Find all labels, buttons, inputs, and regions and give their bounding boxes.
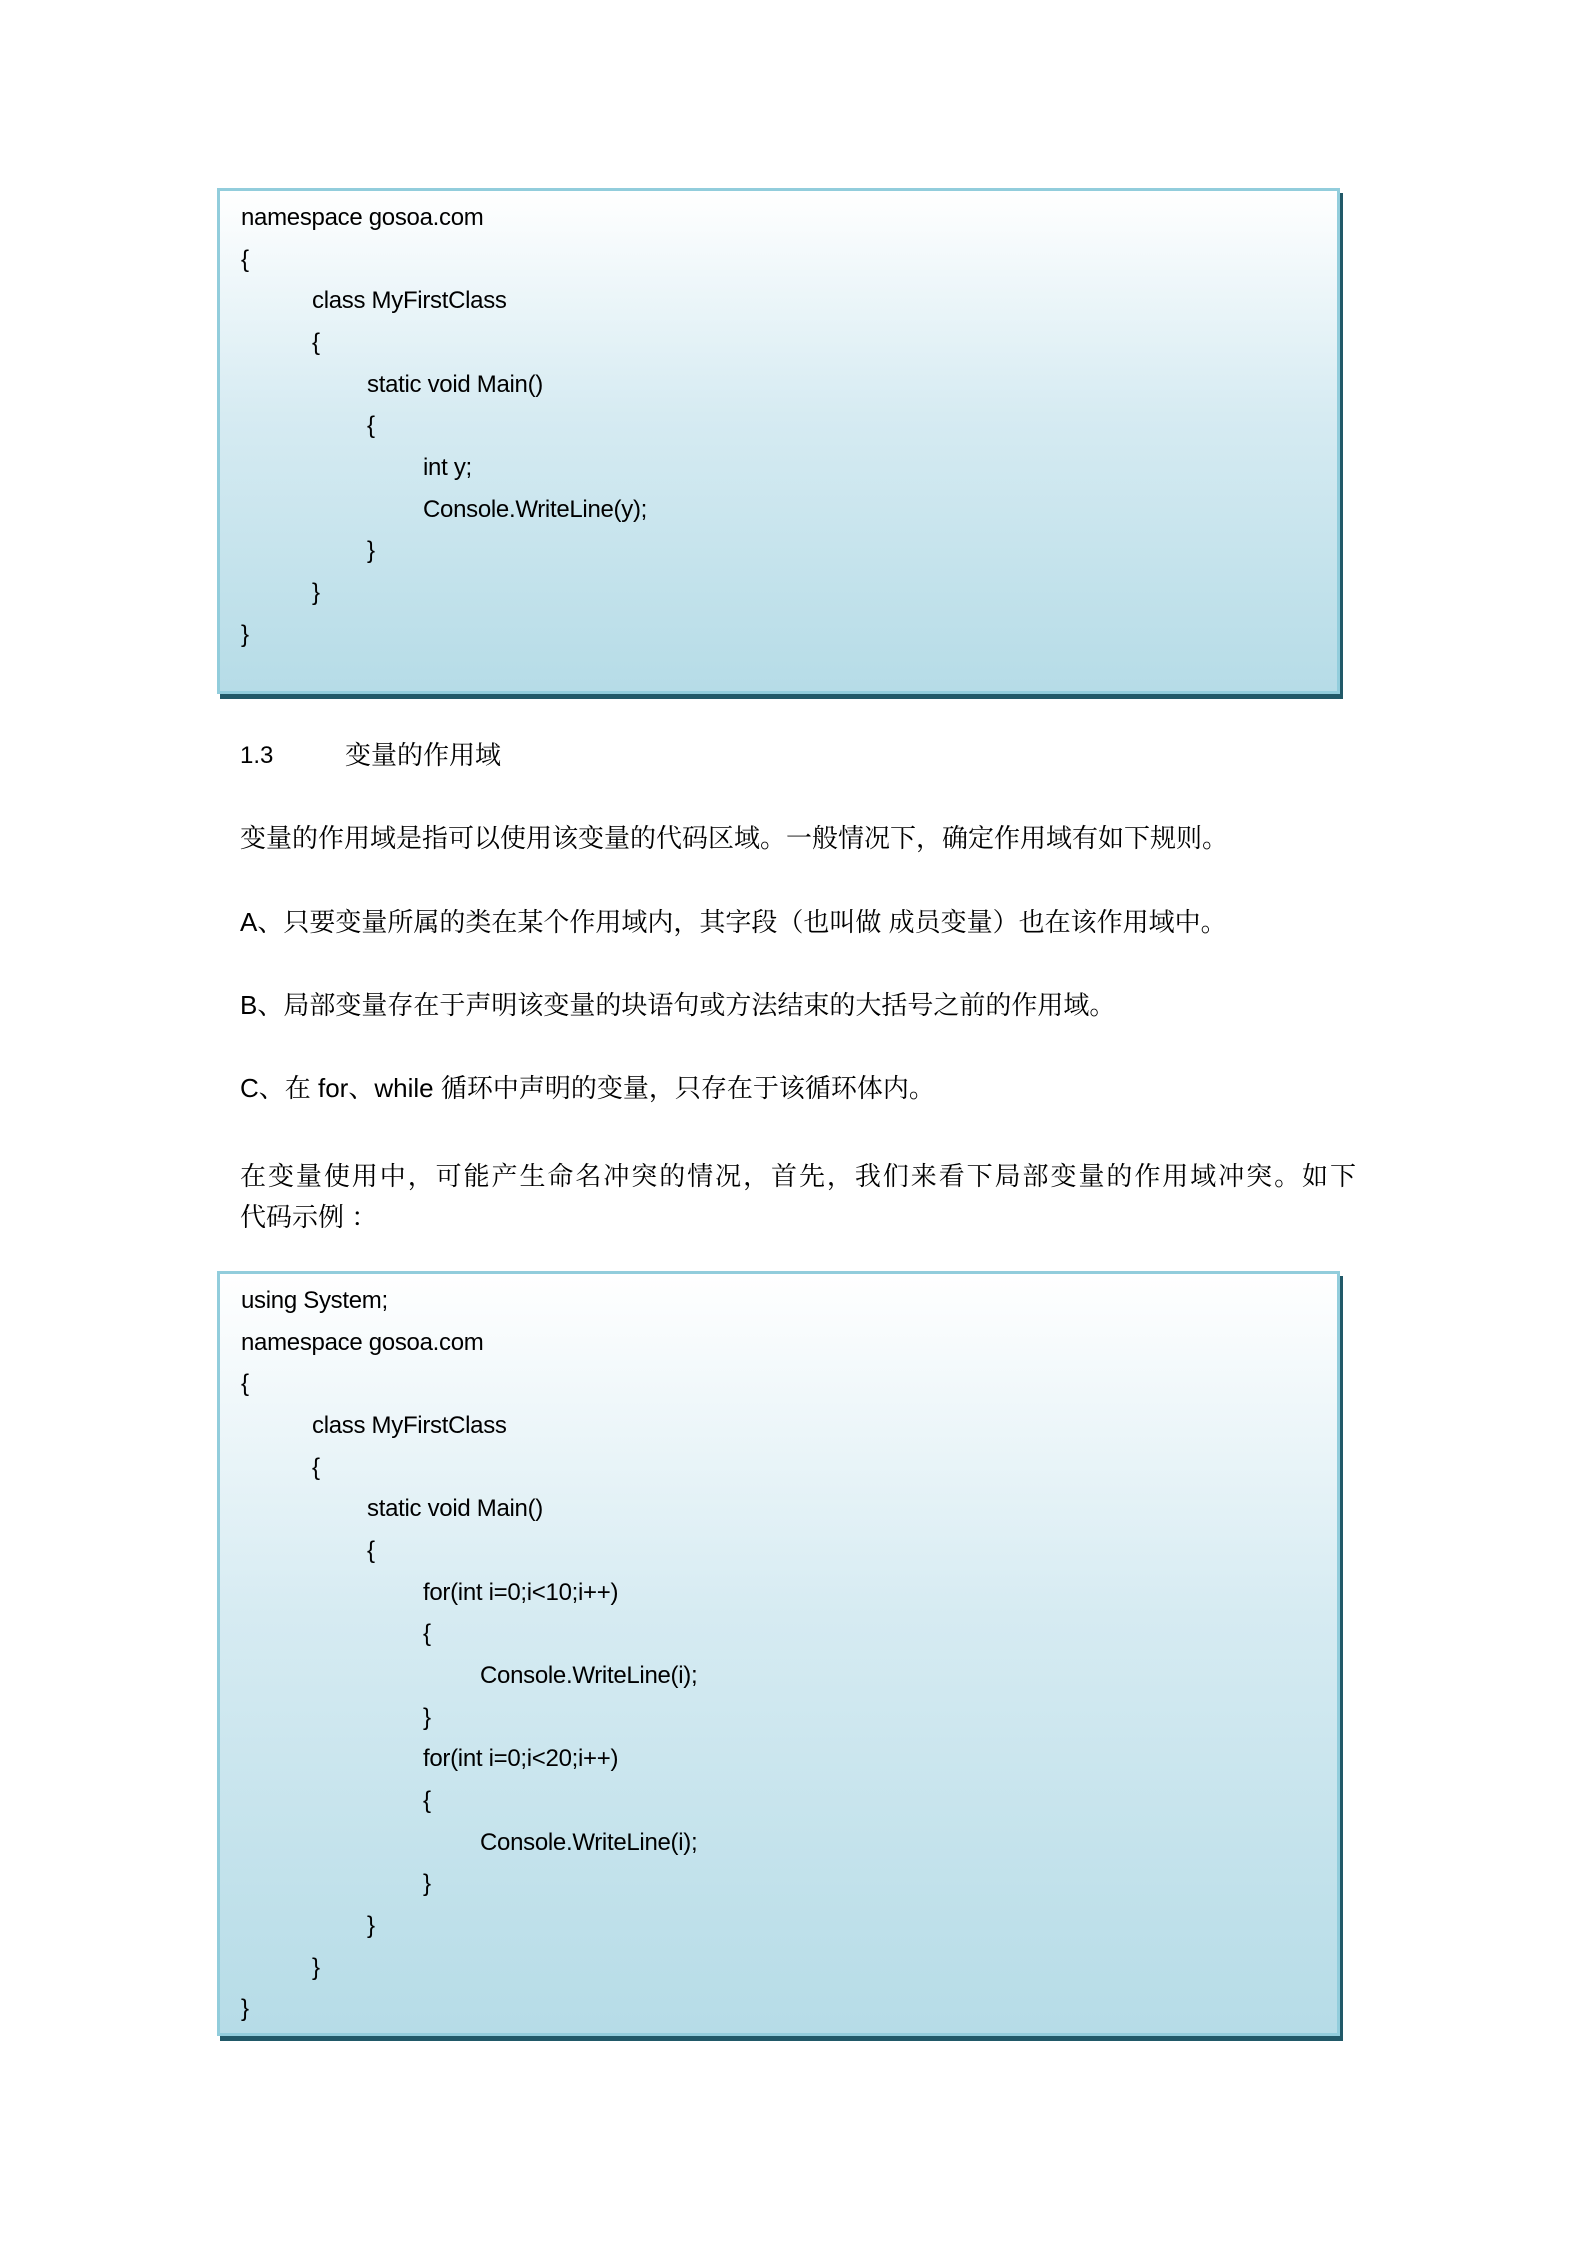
code-line: for(int i=0;i<10;i++) xyxy=(423,1579,619,1606)
code-line: { xyxy=(241,246,249,273)
code-line: Console.WriteLine(i); xyxy=(480,1662,698,1689)
code-line: { xyxy=(367,1537,375,1564)
code-line: { xyxy=(367,412,375,439)
code-line: Console.WriteLine(i); xyxy=(480,1829,698,1856)
code-block-2 xyxy=(217,1271,1340,2036)
code-line: } xyxy=(367,1912,375,1939)
paragraph-rule-c: C、在 for、while 循环中声明的变量，只存在于该循环体内。 xyxy=(240,1073,935,1103)
code-line: static void Main() xyxy=(367,1495,543,1522)
paragraph-rule-a: A、只要变量所属的类在某个作用域内，其字段（也叫做 成员变量）也在该作用域中。 xyxy=(240,907,1227,937)
code-line: for(int i=0;i<20;i++) xyxy=(423,1745,619,1772)
paragraph-conflict-line1: 在变量使用中，可能产生命名冲突的情况，首先，我们来看下局部变量的作用域冲突。如下 xyxy=(240,1161,1356,1191)
code-line: { xyxy=(241,1370,249,1397)
code-line: } xyxy=(312,1954,320,1981)
paragraph-rule-b: B、局部变量存在于声明该变量的块语句或方法结束的大括号之前的作用域。 xyxy=(240,990,1116,1020)
paragraph-intro: 变量的作用域是指可以使用该变量的代码区域。一般情况下，确定作用域有如下规则。 xyxy=(240,823,1229,853)
code-line: int y; xyxy=(423,454,472,481)
code-block-1 xyxy=(217,188,1340,694)
code-line: } xyxy=(241,1995,249,2022)
code-line: { xyxy=(423,1620,431,1647)
code-line: using System; xyxy=(241,1287,388,1314)
code-line: { xyxy=(423,1787,431,1814)
code-line: class MyFirstClass xyxy=(312,287,507,314)
code-line: class MyFirstClass xyxy=(312,1412,507,1439)
code-line: static void Main() xyxy=(367,371,543,398)
paragraph-conflict-line2: 代码示例 ： xyxy=(240,1202,378,1232)
code-line: namespace gosoa.com xyxy=(241,204,484,231)
code-line: } xyxy=(367,537,375,564)
code-line: } xyxy=(423,1870,431,1897)
code-line: { xyxy=(312,1454,320,1481)
section-title: 变量的作用域 xyxy=(345,740,502,770)
code-line: { xyxy=(312,329,320,356)
section-number: 1.3 xyxy=(240,742,274,769)
code-line: namespace gosoa.com xyxy=(241,1329,484,1356)
code-line: Console.WriteLine(y); xyxy=(423,496,648,523)
code-line: } xyxy=(312,579,320,606)
code-line: } xyxy=(241,621,249,648)
code-line: } xyxy=(423,1704,431,1731)
